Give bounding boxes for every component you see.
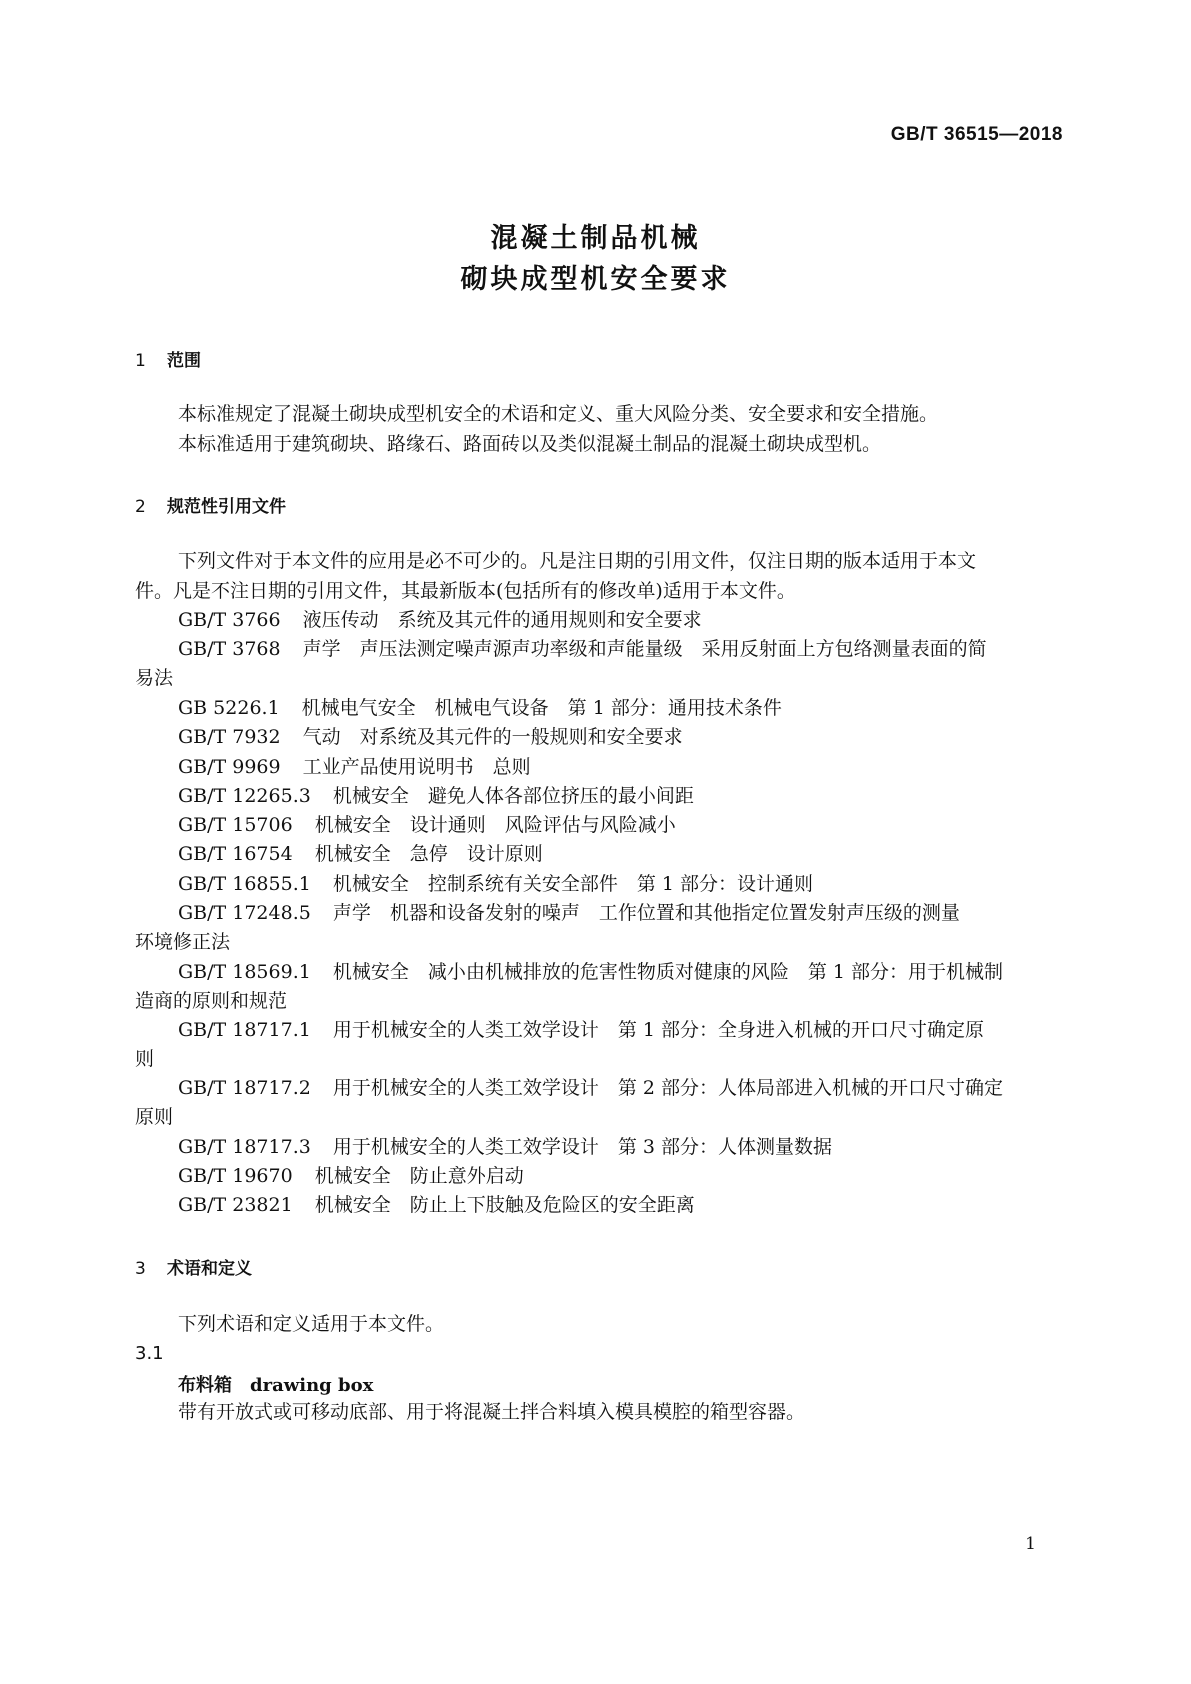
term-chinese: 布料箱 (178, 1375, 232, 1396)
reference-title-continued: 则 (135, 1048, 155, 1070)
reference-title: 用于机械安全的人类工效学设计 第 3 部分：人体测量数据 (332, 1136, 832, 1158)
reference-code: GB 5226.1 (178, 697, 280, 719)
reference-title: 机械安全 急停 设计原则 (314, 843, 543, 865)
reference-item (178, 609, 702, 631)
reference-code: GB/T 18569.1 (178, 961, 311, 983)
references-intro-line1: 下列文件对于本文件的应用是必不可少的。凡是注日期的引用文件，仅注日期的版本适用于本文 (178, 550, 977, 572)
reference-item (178, 1077, 1003, 1099)
section-1-title: 范围 (167, 351, 201, 371)
reference-code: GB/T 18717.2 (178, 1077, 311, 1099)
reference-item (178, 873, 813, 895)
reference-item (178, 756, 531, 778)
reference-title: 机械安全 防止意外启动 (314, 1165, 524, 1187)
term-definition: 带有开放式或可移动底部、用于将混凝土拌合料填入模具模腔的箱型容器。 (178, 1401, 806, 1423)
reference-item (178, 843, 543, 865)
term-heading (178, 1371, 373, 1397)
reference-code: GB/T 19670 (178, 1165, 293, 1187)
reference-code: GB/T 16855.1 (178, 873, 311, 895)
page-number: 1 (1025, 1534, 1036, 1554)
section-1-number: 1 (135, 351, 146, 371)
reference-item (178, 697, 782, 719)
reference-code: GB/T 23821 (178, 1194, 293, 1216)
section-3-title: 术语和定义 (167, 1259, 252, 1279)
reference-item (178, 638, 987, 660)
reference-title-continued: 易法 (135, 667, 174, 689)
reference-item (178, 785, 694, 807)
reference-title: 机械安全 防止上下肢触及危险区的安全距离 (314, 1194, 695, 1216)
standard-number: GB/T 36515—2018 (890, 124, 1063, 145)
reference-title: 液压传动 系统及其元件的通用规则和安全要求 (302, 609, 702, 631)
references-intro-line2: 件。凡是不注日期的引用文件，其最新版本(包括所有的修改单)适用于本文件。 (135, 580, 796, 602)
reference-title-continued: 造商的原则和规范 (135, 990, 288, 1012)
reference-code: GB/T 18717.3 (178, 1136, 311, 1158)
reference-code: GB/T 17248.5 (178, 902, 311, 924)
reference-title: 用于机械安全的人类工效学设计 第 1 部分：全身进入机械的开口尺寸确定原 (332, 1019, 984, 1041)
reference-code: GB/T 12265.3 (178, 785, 311, 807)
term-english: drawing box (250, 1375, 374, 1396)
reference-code: GB/T 15706 (178, 814, 293, 836)
reference-code: GB/T 18717.1 (178, 1019, 311, 1041)
scope-paragraph-2: 本标准适用于建筑砌块、路缘石、路面砖以及类似混凝土制品的混凝土砌块成型机。 (178, 433, 882, 455)
document-title-line2: 砌块成型机安全要求 (460, 264, 731, 295)
reference-item (178, 814, 676, 836)
section-2-heading (135, 492, 286, 517)
reference-title: 工业产品使用说明书 总则 (302, 756, 531, 778)
reference-code: GB/T 3768 (178, 638, 281, 660)
scope-paragraph-1: 本标准规定了混凝土砌块成型机安全的术语和定义、重大风险分类、安全要求和安全措施。 (178, 403, 939, 425)
reference-item (178, 1194, 695, 1216)
reference-title: 机械安全 避免人体各部位挤压的最小间距 (332, 785, 694, 807)
section-3-number: 3 (135, 1259, 146, 1279)
term-number: 3.1 (135, 1343, 164, 1364)
reference-item (178, 1165, 524, 1187)
reference-item (178, 961, 1003, 983)
section-2-title: 规范性引用文件 (167, 497, 286, 517)
reference-code: GB/T 9969 (178, 756, 281, 778)
reference-title: 机械安全 设计通则 风险评估与风险减小 (314, 814, 676, 836)
reference-title: 气动 对系统及其元件的一般规则和安全要求 (302, 726, 683, 748)
document-title-line1: 混凝土制品机械 (490, 223, 701, 254)
reference-title: 机械电气安全 机械电气设备 第 1 部分：通用技术条件 (301, 697, 782, 719)
reference-title: 声学 声压法测定噪声源声功率级和声能量级 采用反射面上方包络测量表面的简 (302, 638, 987, 660)
reference-item (178, 1019, 984, 1041)
reference-title: 机械安全 控制系统有关安全部件 第 1 部分：设计通则 (332, 873, 813, 895)
reference-item (178, 902, 960, 924)
section-1-heading (135, 346, 201, 371)
reference-item (178, 726, 683, 748)
section-3-heading (135, 1254, 252, 1279)
section-2-number: 2 (135, 497, 146, 517)
terms-intro: 下列术语和定义适用于本文件。 (178, 1313, 445, 1335)
reference-title: 声学 机器和设备发射的噪声 工作位置和其他指定位置发射声压级的测量 (332, 902, 960, 924)
reference-item (178, 1136, 832, 1158)
reference-code: GB/T 3766 (178, 609, 281, 631)
reference-code: GB/T 16754 (178, 843, 293, 865)
reference-title: 机械安全 减小由机械排放的危害性物质对健康的风险 第 1 部分：用于机械制 (332, 961, 1003, 983)
reference-code: GB/T 7932 (178, 726, 281, 748)
reference-title: 用于机械安全的人类工效学设计 第 2 部分：人体局部进入机械的开口尺寸确定 (332, 1077, 1003, 1099)
reference-title-continued: 原则 (135, 1106, 174, 1128)
reference-title-continued: 环境修正法 (135, 931, 231, 953)
